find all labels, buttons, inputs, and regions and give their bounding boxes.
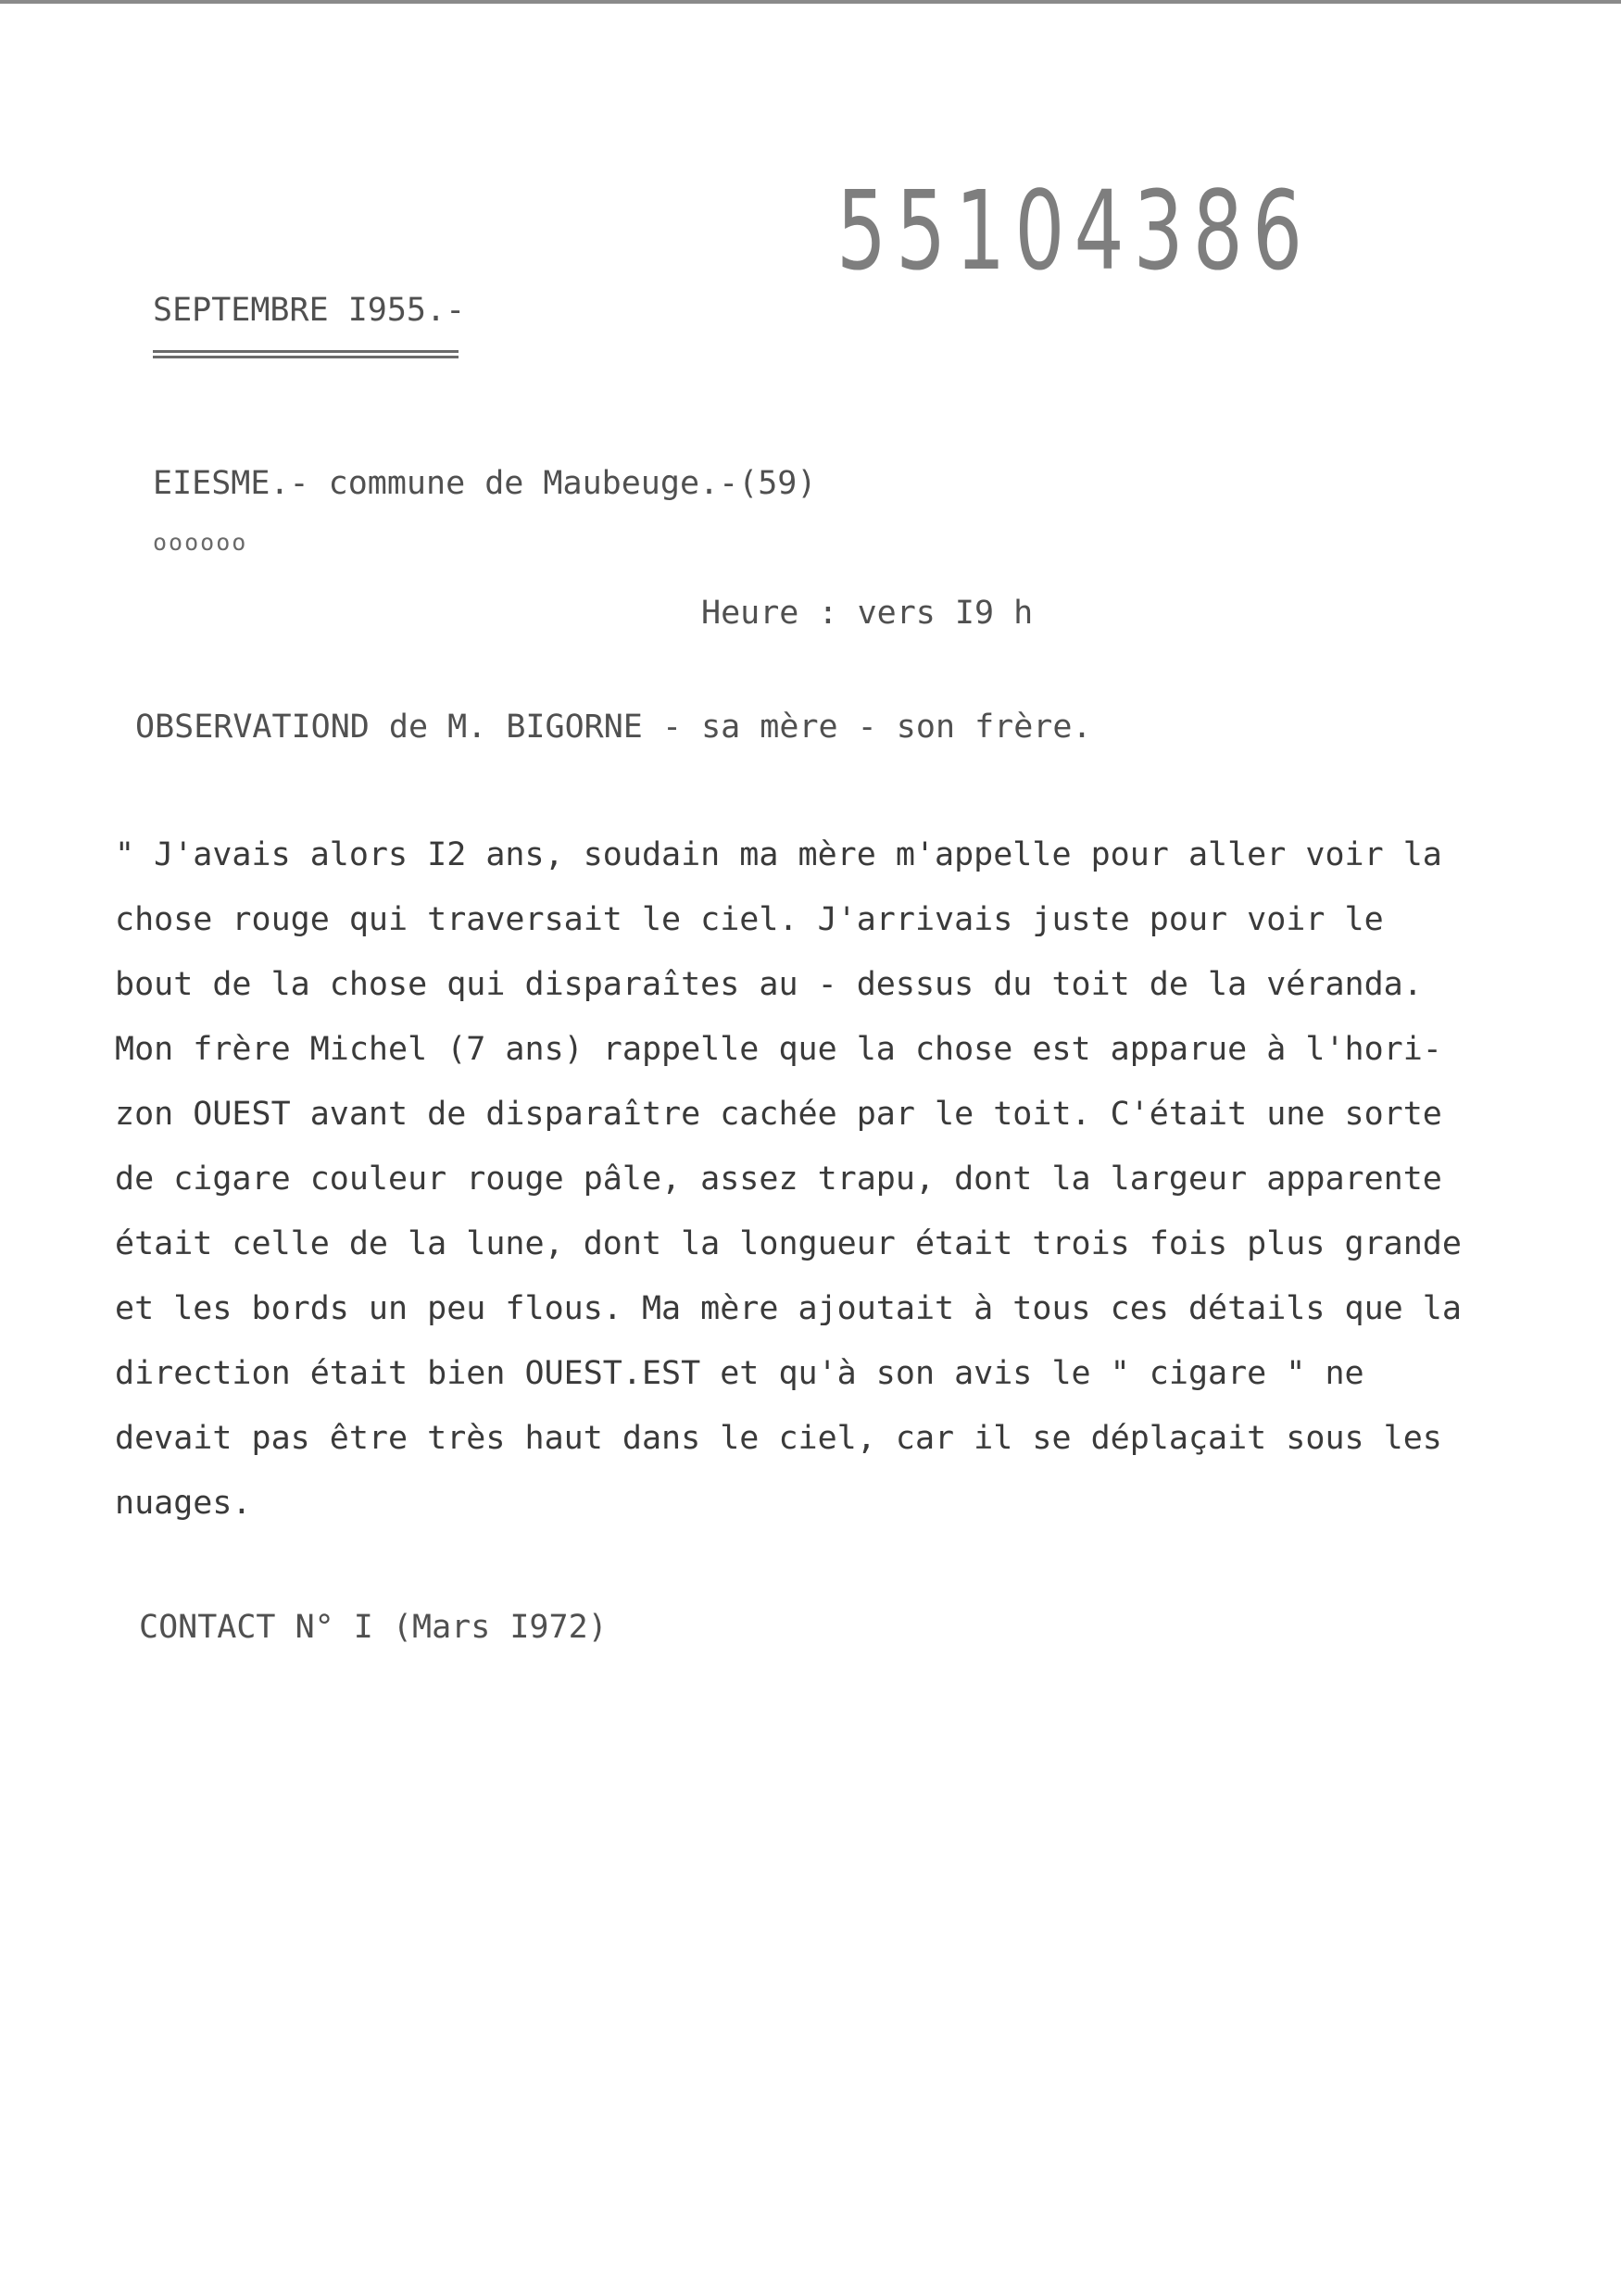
body-line: était celle de la lune, dont la longueur était trois fois plus grande [115, 1225, 1462, 1262]
body-line: " J'avais alors I2 ans, soudain ma mère m'appelle pour aller voir la [115, 836, 1442, 873]
body-line: et les bords un peu flous. Ma mère ajoutait à tous ces détails que la [115, 1290, 1462, 1327]
time-line: Heure : vers I9 h [701, 595, 1034, 632]
body-line: de cigare couleur rouge pâle, assez trapu, dont la largeur apparente [115, 1161, 1442, 1198]
body-line: devait pas être très haut dans le ciel, car il se déplaçait sous les [115, 1420, 1442, 1457]
observation-title: OBSERVATIOND de M. BIGORNE - sa mère - son frère. [135, 709, 1092, 746]
body-line: zon OUEST avant de disparaître cachée par le toit. C'était une sorte [115, 1096, 1442, 1133]
document-reference-number: 55104386 [836, 167, 1313, 295]
body-line: chose rouge qui traversait le ciel. J'arrivais juste pour voir le [115, 901, 1384, 938]
body-line: bout de la chose qui disparaîtes au - dessus du toit de la véranda. [115, 966, 1423, 1003]
location-line: EIESME.- commune de Maubeuge.-(59) [153, 465, 817, 502]
source-citation: CONTACT N° I (Mars I972) [139, 1609, 608, 1646]
top-border [0, 0, 1621, 4]
body-line: nuages. [115, 1485, 252, 1522]
body-line: Mon frère Michel (7 ans) rappelle que la chose est apparue à l'hori- [115, 1031, 1442, 1068]
date-heading-underline [153, 350, 459, 361]
date-heading: SEPTEMBRE I955.- [153, 292, 466, 329]
ornament-circles: oooooo [153, 529, 248, 556]
body-line: direction était bien OUEST.EST et qu'à son avis le " cigare " ne [115, 1355, 1364, 1392]
